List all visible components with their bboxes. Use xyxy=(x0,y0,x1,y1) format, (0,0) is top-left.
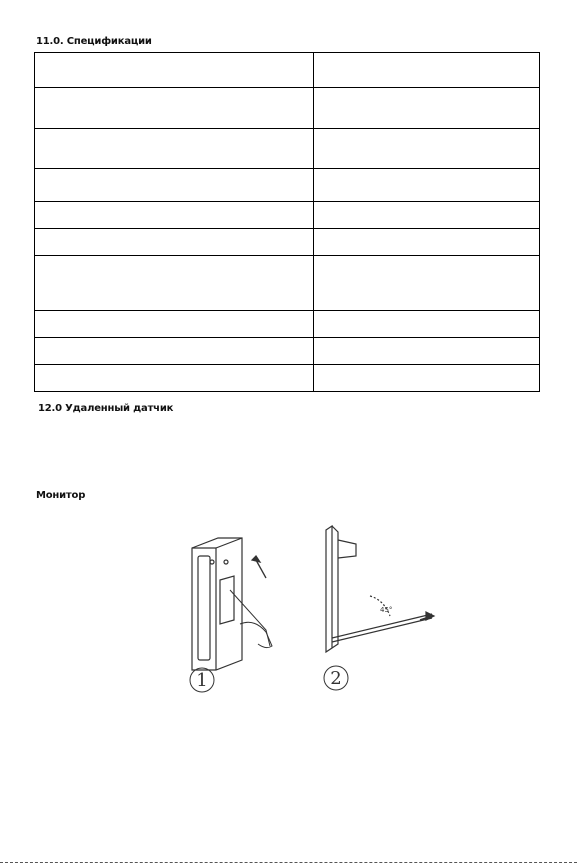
spec-row xyxy=(35,129,540,169)
section-title-monitor: Монитор xyxy=(36,490,86,501)
spec-label-cell xyxy=(35,229,314,256)
step2-monitor-drawing xyxy=(326,526,434,652)
step1-monitor-drawing xyxy=(192,538,272,670)
spec-label-cell xyxy=(35,88,314,129)
spec-value-cell xyxy=(314,311,540,338)
angle-label: 45° xyxy=(380,606,393,614)
section-title-specifications: 11.0. Спецификации xyxy=(36,36,152,47)
spec-row xyxy=(35,53,540,88)
spec-row xyxy=(35,202,540,229)
page-bottom-rule xyxy=(0,862,577,863)
spec-row xyxy=(35,256,540,311)
step2-label: 2 xyxy=(330,668,342,689)
spec-row xyxy=(35,338,540,365)
spec-value-cell xyxy=(314,256,540,311)
spec-value-cell xyxy=(314,229,540,256)
section-title-remote-sensor: 12.0 Удаленный датчик xyxy=(38,403,174,414)
spec-label-cell xyxy=(35,365,314,392)
spec-label-cell xyxy=(35,169,314,202)
specifications-table xyxy=(34,52,540,392)
spec-row xyxy=(35,365,540,392)
spec-label-cell xyxy=(35,202,314,229)
spec-row xyxy=(35,169,540,202)
spec-label-cell xyxy=(35,256,314,311)
spec-label-cell xyxy=(35,311,314,338)
spec-value-cell xyxy=(314,129,540,169)
spec-value-cell xyxy=(314,338,540,365)
spec-value-cell xyxy=(314,202,540,229)
spec-label-cell xyxy=(35,338,314,365)
step1-label: 1 xyxy=(196,670,208,691)
spec-value-cell xyxy=(314,53,540,88)
spec-value-cell xyxy=(314,169,540,202)
spec-value-cell xyxy=(314,88,540,129)
spec-row xyxy=(35,311,540,338)
spec-label-cell xyxy=(35,53,314,88)
spec-row xyxy=(35,88,540,129)
spec-label-cell xyxy=(35,129,314,169)
spec-value-cell xyxy=(314,365,540,392)
monitor-mounting-illustration xyxy=(170,520,440,700)
spec-row xyxy=(35,229,540,256)
